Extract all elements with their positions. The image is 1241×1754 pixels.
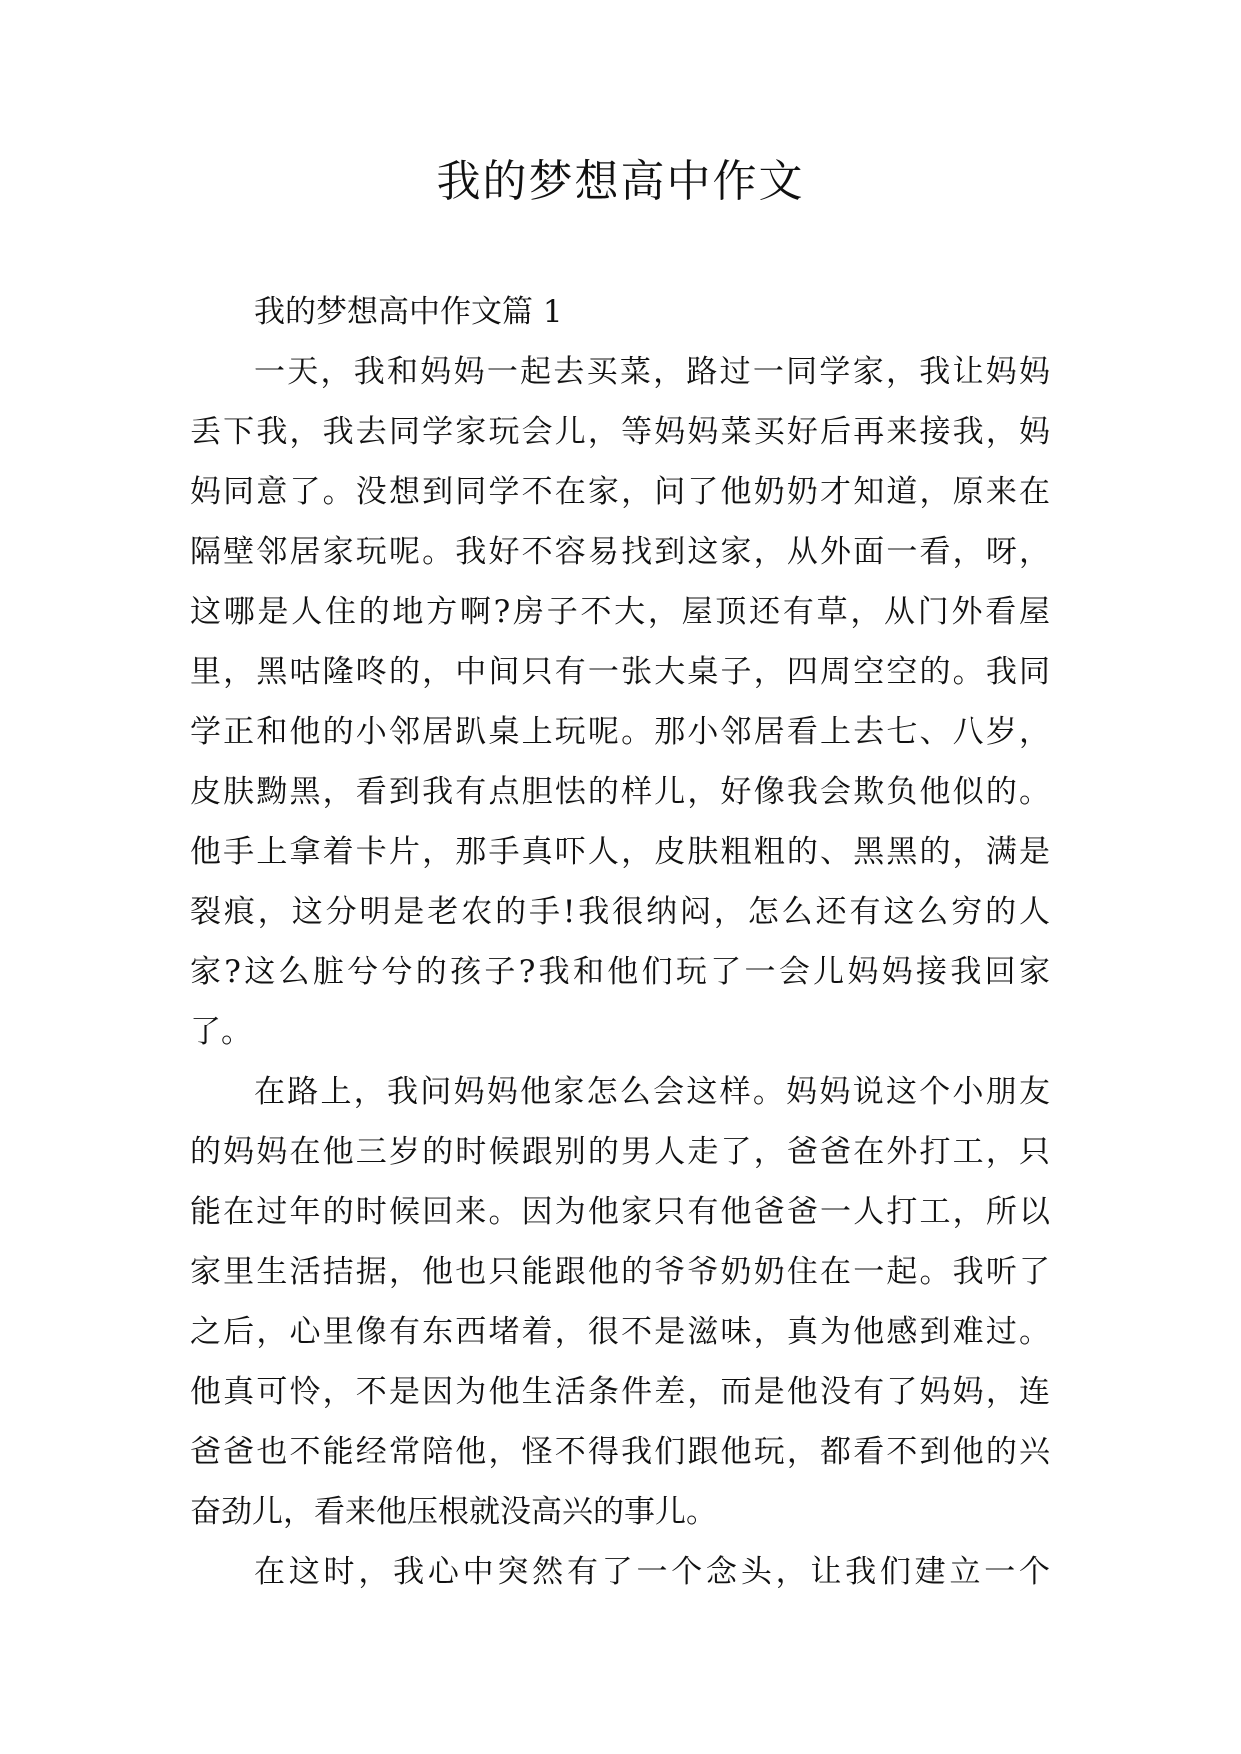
text-line: 的妈妈在他三岁的时候跟别的男人走了，爸爸在外打工，只 <box>190 1134 1050 1170</box>
text-line: 能在过年的时候回来。因为他家只有他爸爸一人打工，所以 <box>190 1194 1050 1230</box>
text-line: 爸爸也不能经常陪他，怪不得我们跟他玩，都看不到他的兴 <box>190 1434 1050 1470</box>
text-line: 皮肤黝黑，看到我有点胆怯的样儿，好像我会欺负他似的。 <box>190 774 1050 810</box>
text-line: 奋劲儿，看来他压根就没高兴的事儿。 <box>190 1494 717 1530</box>
paragraph-2 <box>190 1062 1050 1542</box>
text-line: 一天，我和妈妈一起去买菜，路过一同学家，我让妈妈 <box>254 354 1050 390</box>
text-line: 里，黑咕隆咚的，中间只有一张大桌子，四周空空的。我同 <box>190 654 1050 690</box>
section-heading: 我的梦想高中作文篇 1 <box>254 294 563 330</box>
text-line: 妈同意了。没想到同学不在家，问了他奶奶才知道，原来在 <box>190 474 1050 510</box>
text-line: 他手上拿着卡片，那手真吓人，皮肤粗粗的、黑黑的，满是 <box>190 834 1050 870</box>
text-line: 丢下我，我去同学家玩会儿，等妈妈菜买好后再来接我，妈 <box>190 414 1050 450</box>
document-body <box>190 282 1050 1602</box>
paragraph-3 <box>190 1542 1050 1602</box>
text-line: 学正和他的小邻居趴桌上玩呢。那小邻居看上去七、八岁， <box>190 714 1050 750</box>
document-title: 我的梦想高中作文 <box>436 156 805 207</box>
paragraph-1 <box>190 342 1050 1062</box>
text-line: 之后，心里像有东西堵着，很不是滋味，真为他感到难过。 <box>190 1314 1050 1350</box>
text-line: 他真可怜，不是因为他生活条件差，而是他没有了妈妈，连 <box>190 1374 1050 1410</box>
text-line: 家里生活拮据，他也只能跟他的爷爷奶奶住在一起。我听了 <box>190 1254 1050 1290</box>
text-line: 裂痕，这分明是老农的手!我很纳闷，怎么还有这么穷的人 <box>190 894 1050 930</box>
text-line: 在这时，我心中突然有了一个念头，让我们建立一个 <box>254 1554 1050 1590</box>
text-line: 了。 <box>190 1014 252 1050</box>
text-line: 家?这么脏兮兮的孩子?我和他们玩了一会儿妈妈接我回家 <box>190 954 1050 990</box>
text-line: 这哪是人住的地方啊?房子不大，屋顶还有草，从门外看屋 <box>190 594 1050 630</box>
text-line: 隔壁邻居家玩呢。我好不容易找到这家，从外面一看，呀， <box>190 534 1050 570</box>
text-line: 在路上，我问妈妈他家怎么会这样。妈妈说这个小朋友 <box>254 1074 1050 1110</box>
